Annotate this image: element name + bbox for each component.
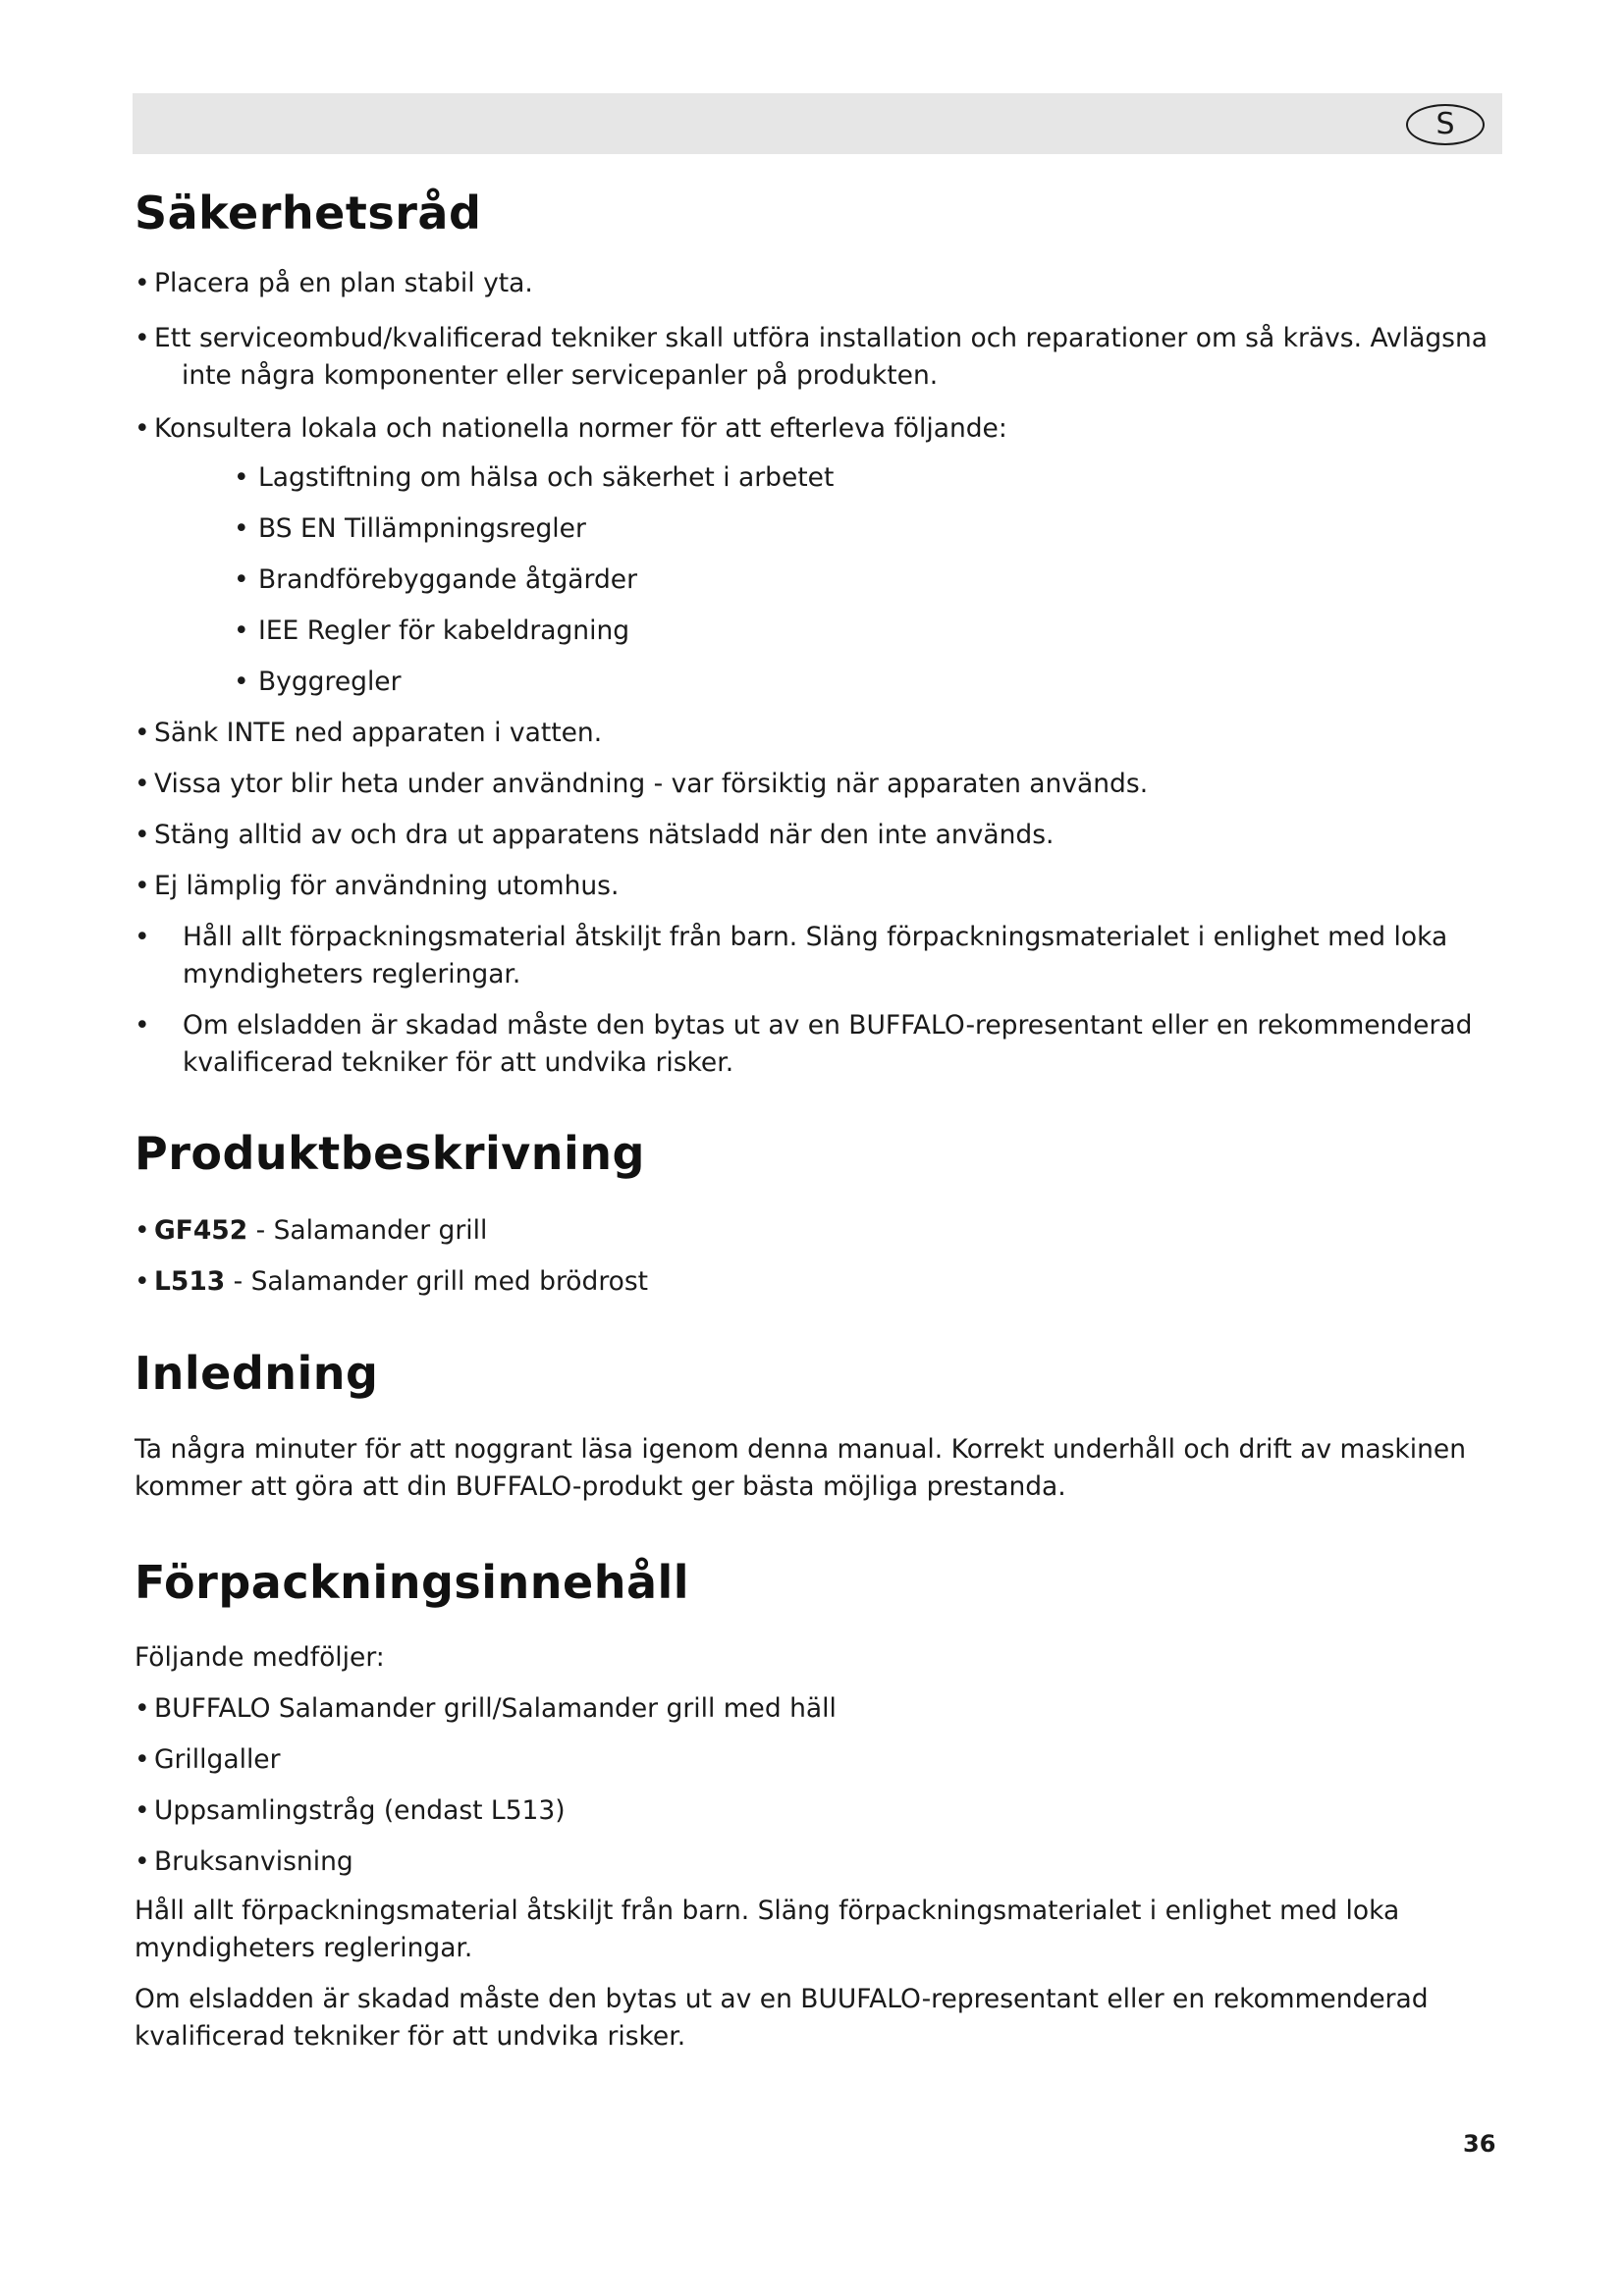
bullet-icon: • (234, 462, 249, 493)
contents-paragraph: myndigheters regleringar. (135, 1933, 473, 1963)
bullet-icon: • (135, 1795, 150, 1826)
product-heading: Produktbeskrivning (135, 1127, 645, 1180)
bullet-icon: • (234, 667, 249, 697)
intro-heading: Inledning (135, 1347, 379, 1400)
list-item: • Sänk INTE ned apparaten i vatten. (135, 715, 1509, 752)
sub-list-item: • Brandförebyggande åtgärder (234, 561, 1412, 599)
list-item: • Vissa ytor blir heta under användning - var försiktig när apparaten används. (135, 766, 1509, 803)
product-code: L513 (154, 1266, 226, 1297)
bullet-icon: • (135, 1744, 150, 1775)
bullet-icon: • (135, 1215, 150, 1246)
bullet-icon: • (135, 1010, 150, 1041)
list-item: • Placera på en plan stabil yta. (135, 265, 1509, 302)
contents-heading: Förpackningsinnehåll (135, 1556, 690, 1609)
list-item: • Grillgaller (135, 1741, 1509, 1779)
page-number: 36 (1463, 2130, 1496, 2158)
sub-list-item: • BS EN Tillämpningsregler (234, 510, 1412, 548)
bullet-icon: • (135, 268, 150, 298)
list-item: • Bruksanvisning (135, 1843, 1509, 1881)
intro-text: kommer att göra att din BUFFALO-produkt ger bästa möjliga prestanda. (135, 1471, 1066, 1502)
list-item: • Ett serviceombud/kvalificerad tekniker skall utföra installation och reparationer om så krävs. Avlägsna inte några komponenter eller servicepanler på produkten. (135, 320, 1509, 395)
list-item: • Stäng alltid av och dra ut apparatens nätsladd när den inte används. (135, 817, 1509, 854)
bullet-icon: • (234, 564, 249, 595)
bullet-icon: • (234, 513, 249, 544)
bullet-icon: • (135, 413, 150, 444)
bullet-icon: • (135, 1693, 150, 1724)
list-item: • Om elsladden är skadad måste den bytas ut av en BUFFALO-representant eller en rekommenderad kvalificerad tekniker för att undvika risker. (135, 1007, 1509, 1082)
bullet-icon: • (135, 718, 150, 748)
bullet-icon: • (135, 769, 150, 799)
list-item: • BUFFALO Salamander grill/Salamander grill med häll (135, 1690, 1509, 1728)
list-item: • Ej lämplig för användning utomhus. (135, 868, 1509, 905)
bullet-icon: • (135, 323, 150, 353)
header-bar (133, 93, 1502, 154)
contents-paragraph: Håll allt förpackningsmaterial åtskiljt från barn. Släng förpackningsmaterialet i enlighet med loka (135, 1896, 1400, 1926)
language-badge: S (1406, 104, 1485, 145)
list-item: • Håll allt förpackningsmaterial åtskiljt från barn. Släng förpackningsmaterialet i enlighet med loka myndigheters regleringar. (135, 919, 1509, 993)
list-item: • Konsultera lokala och nationella normer för att efterleva följande: (135, 410, 1509, 448)
list-item: • L513 - Salamander grill med brödrost (135, 1263, 1509, 1301)
sub-list-item: • Byggregler (234, 664, 1412, 701)
sub-list-item: • IEE Regler för kabeldragning (234, 613, 1412, 650)
bullet-icon: • (135, 922, 150, 952)
bullet-icon: • (135, 820, 150, 850)
bullet-icon: • (234, 615, 249, 646)
intro-text: Ta några minuter för att noggrant läsa igenom denna manual. Korrekt underhåll och drift av maskinen (135, 1434, 1467, 1465)
contents-paragraph: kvalificerad tekniker för att undvika risker. (135, 2021, 686, 2052)
contents-lead: Följande medföljer: (135, 1642, 385, 1673)
list-item: • GF452 - Salamander grill (135, 1212, 1509, 1250)
list-item: • Uppsamlingstråg (endast L513) (135, 1792, 1509, 1830)
safety-heading: Säkerhetsråd (135, 187, 482, 240)
bullet-icon: • (135, 1266, 150, 1297)
bullet-icon: • (135, 871, 150, 901)
bullet-icon: • (135, 1846, 150, 1877)
contents-paragraph: Om elsladden är skadad måste den bytas ut av en BUUFALO-representant eller en rekommenderad (135, 1984, 1429, 2014)
product-code: GF452 (154, 1215, 248, 1246)
sub-list-item: • Lagstiftning om hälsa och säkerhet i arbetet (234, 459, 1412, 497)
